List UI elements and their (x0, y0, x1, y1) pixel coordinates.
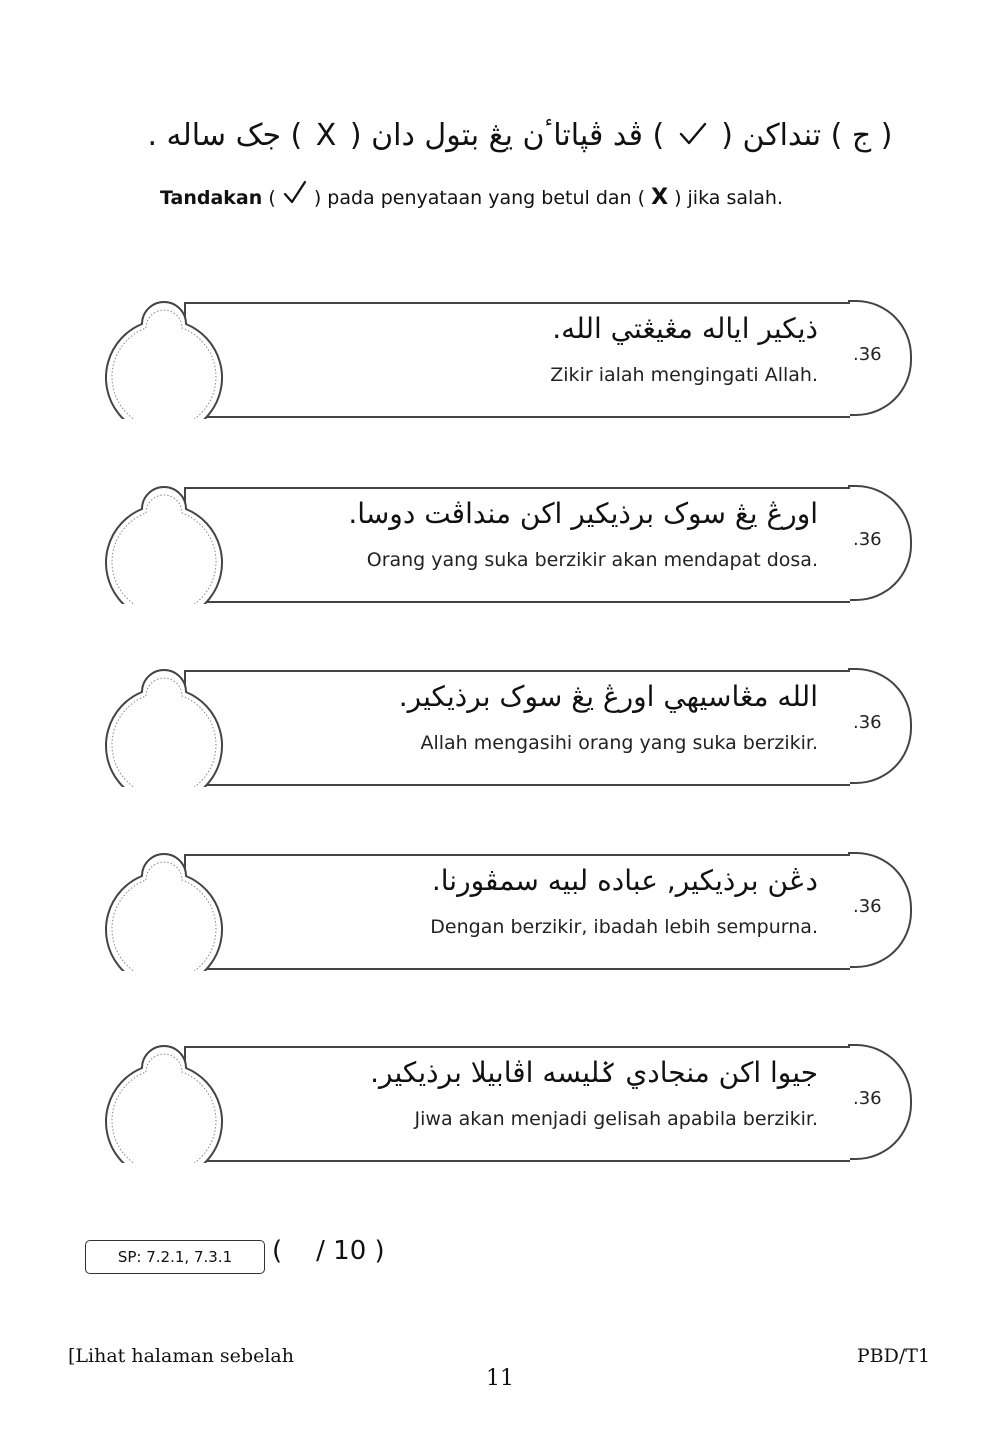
instruction-jawi (120, 118, 920, 153)
score-total: / 10 ) (316, 1236, 385, 1266)
answer-circle[interactable] (98, 836, 228, 971)
answer-circle[interactable] (98, 652, 228, 787)
sp-code-box: SP: 7.2.1, 7.3.1 (85, 1240, 265, 1274)
score-field (272, 1236, 385, 1266)
instruction-rumi-mid: ) pada penyataan yang betul dan ( (313, 187, 646, 209)
instruction-rumi (160, 180, 920, 210)
instruction-jawi-x: X (315, 118, 337, 153)
next-page-note: [Lihat halaman sebelah (68, 1345, 294, 1367)
question-item (98, 652, 918, 787)
question-number: .36 (853, 896, 882, 917)
question-rumi: Dengan berzikir, ibadah lebih sempurna. (430, 916, 818, 938)
question-item (98, 469, 918, 604)
question-number: .36 (853, 712, 882, 733)
answer-circle[interactable] (98, 284, 228, 419)
question-jawi: ذيکير اياله مڠيڠتي الله. (552, 312, 818, 345)
instruction-jawi-suffix: ) جک ساله . (147, 118, 303, 153)
question-jawi: الله مڠاسيهي اورڠ يڠ سوک برذيکير. (398, 680, 818, 713)
question-rumi: Jiwa akan menjadi gelisah apabila berzikir. (414, 1108, 818, 1130)
question-number: .36 (853, 344, 882, 365)
instruction-jawi-middle: ) ڤد ڤپاتاٴن يڠ بتول دان ( (349, 118, 665, 153)
instruction-rumi-end: ) jika salah. (674, 187, 783, 209)
page-number: 11 (486, 1366, 514, 1391)
question-jawi: اورڠ يڠ سوک برذيکير اکن منداڤت دوسا. (348, 497, 818, 530)
check-icon (282, 187, 314, 209)
question-number: .36 (853, 529, 882, 550)
instruction-rumi-bold: Tandakan (160, 187, 263, 209)
instruction-jawi-prefix: ( ج ) تنداكن ( (721, 118, 893, 153)
question-rumi: Allah mengasihi orang yang suka berzikir. (420, 732, 818, 754)
question-item (98, 1028, 918, 1163)
score-open: ( (272, 1236, 283, 1266)
answer-circle[interactable] (98, 469, 228, 604)
question-item (98, 836, 918, 971)
answer-circle[interactable] (98, 1028, 228, 1163)
instruction-rumi-open: ( (268, 187, 276, 209)
question-rumi: Orang yang suka berzikir akan mendapat dosa. (366, 549, 818, 571)
document-code: PBD/T1 (856, 1345, 930, 1367)
question-item (98, 284, 918, 419)
question-rumi: Zikir ialah mengingati Allah. (550, 364, 818, 386)
check-icon (678, 118, 708, 153)
instruction-rumi-x: X (651, 185, 669, 210)
question-number: .36 (853, 1088, 882, 1109)
question-jawi: جيوا اکن منجادي ݢليسه اڤابيلا برذيکير. (370, 1056, 818, 1089)
question-jawi: دڠن برذيکير, عباده لبيه سمڤورنا. (431, 864, 818, 897)
